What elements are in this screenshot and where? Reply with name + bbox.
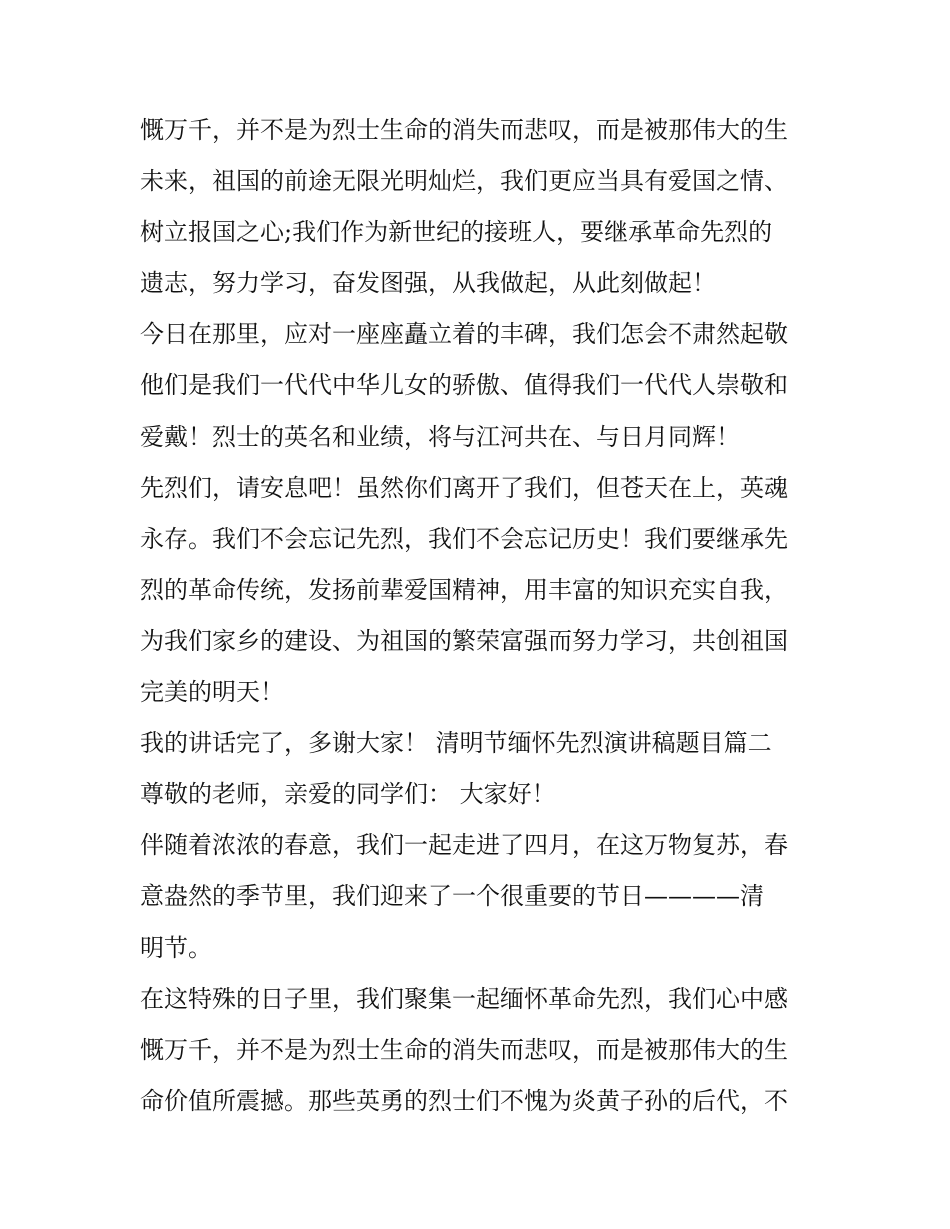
text-line: 为我们家乡的建设、为祖国的繁荣富强而努力学习，共创祖国 xyxy=(140,626,788,655)
salutation-line: 尊敬的老师，亲爱的同学们： 大家好！ xyxy=(140,780,556,809)
text-line: 他们是我们一代代中华儿女的骄傲、值得我们一代代人崇敬和 xyxy=(140,371,788,400)
text-line: 在这特殊的日子里，我们聚集一起缅怀革命先烈，我们心中感 xyxy=(140,984,788,1013)
text-line: 遗志，努力学习，奋发图强，从我做起，从此刻做起！ xyxy=(140,269,716,298)
text-line: 树立报国之心;我们作为新世纪的接班人，要继承革命先烈的 xyxy=(140,218,773,247)
text-line: 先烈们，请安息吧！虽然你们离开了我们，但苍天在上，英魂 xyxy=(140,473,788,502)
text-line: 伴随着浓浓的春意，我们一起走进了四月，在这万物复苏，春 xyxy=(140,831,788,860)
text-line: 命价值所震撼。那些英勇的烈士们不愧为炎黄子孙的后代，不 xyxy=(140,1086,788,1115)
text-line: 爱戴！烈士的英名和业绩，将与江河共在、与日月同辉！ xyxy=(140,422,740,451)
document-body xyxy=(140,105,830,1127)
text-line: 今日在那里，应对一座座矗立着的丰碑，我们怎会不肃然起敬 xyxy=(140,320,788,349)
section-heading-line: 我的讲话完了，多谢大家！ 清明节缅怀先烈演讲稿题目篇二 xyxy=(140,729,772,758)
text-line: 意盎然的季节里，我们迎来了一个很重要的节日————清 xyxy=(140,882,764,911)
text-line: 明节。 xyxy=(140,933,212,962)
text-line: 慨万千，并不是为烈士生命的消失而悲叹，而是被那伟大的生 xyxy=(140,116,788,144)
text-line: 永存。我们不会忘记先烈，我们不会忘记历史！我们要继承先 xyxy=(140,524,788,553)
text-line: 未来，祖国的前途无限光明灿烂，我们更应当具有爱国之情、 xyxy=(140,167,788,196)
text-line: 烈的革命传统，发扬前辈爱国精神，用丰富的知识充实自我， xyxy=(140,575,788,604)
text-line: 慨万千，并不是为烈士生命的消失而悲叹，而是被那伟大的生 xyxy=(140,1035,788,1064)
text-line: 完美的明天！ xyxy=(140,678,284,707)
